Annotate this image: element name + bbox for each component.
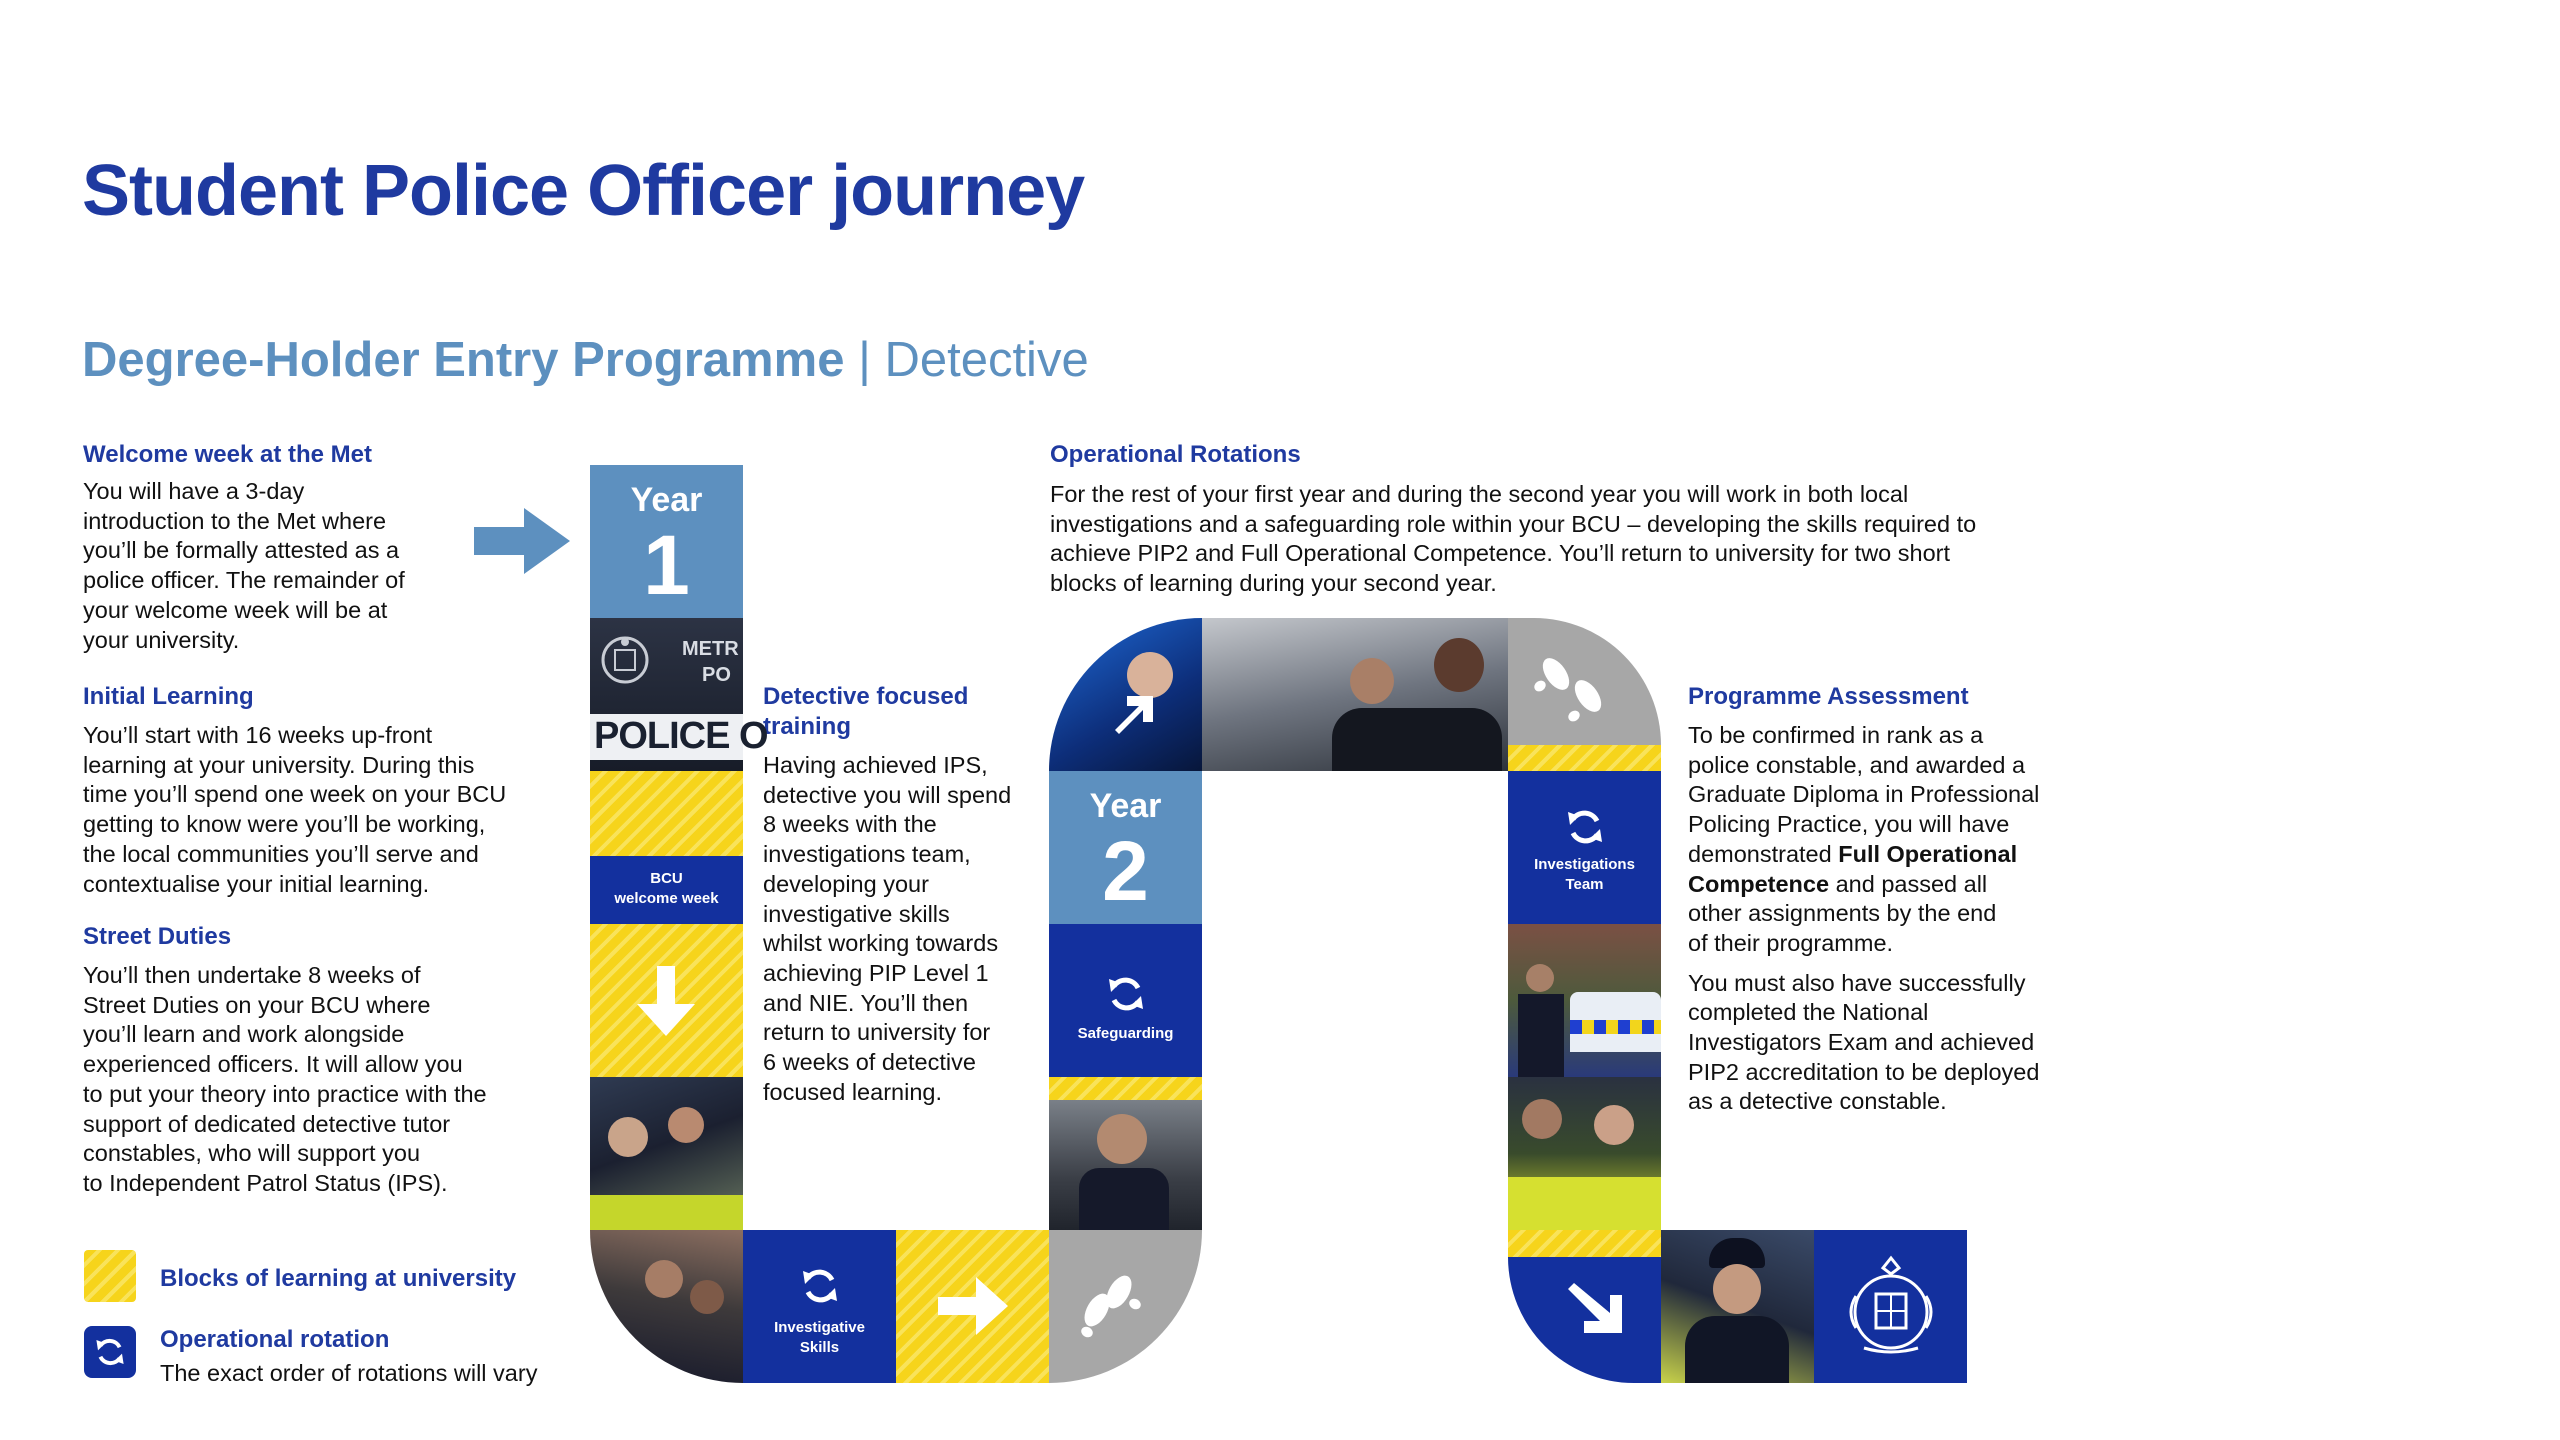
subtitle-main: Degree-Holder Entry Programme bbox=[82, 333, 845, 387]
legend-rotation-swatch bbox=[84, 1326, 136, 1378]
year-2-tile: Year 2 bbox=[1049, 771, 1202, 924]
final-step-tile bbox=[1508, 1257, 1661, 1383]
rotation-icon bbox=[94, 1336, 126, 1368]
investigative-skills-tile: Investigative Skills bbox=[743, 1230, 896, 1383]
legend-university-swatch bbox=[84, 1250, 136, 1302]
programme-assessment-section bbox=[1688, 682, 2128, 1117]
university-block bbox=[1508, 1230, 1661, 1257]
legend-rotation-label: Operational rotation bbox=[160, 1326, 390, 1353]
operational-rotations-text: For the rest of your first year and during the second year you will work in both local investigations and a safeguarding role within your BCU – developing the skills required to achieve PIP2 and Full Operational Competence. You’ll return to university for two short blocks of learning during your second year. bbox=[1050, 481, 1977, 597]
met-crest-tile bbox=[1814, 1230, 1967, 1383]
officers-in-car-photo bbox=[1202, 618, 1508, 771]
detective-training-section bbox=[763, 682, 1033, 1107]
university-block bbox=[896, 1230, 1049, 1383]
police-sign-photo: METR PO POLICE O bbox=[590, 618, 743, 771]
arrow-right-icon bbox=[938, 1277, 1008, 1335]
officers-street-photo bbox=[1508, 1077, 1661, 1230]
street-duties-heading: Street Duties bbox=[83, 923, 232, 950]
initial-learning-section bbox=[83, 682, 563, 899]
operational-rotations-section bbox=[1050, 440, 2150, 599]
subtitle-track: Detective bbox=[884, 333, 1089, 387]
arrow-up-right-icon bbox=[1115, 694, 1155, 734]
year-1-tile: Year 1 bbox=[590, 465, 743, 618]
page-title: Student Police Officer journey bbox=[82, 151, 1085, 231]
officer-driving-photo bbox=[1049, 1100, 1202, 1230]
street-duties-section bbox=[83, 922, 563, 1199]
footsteps-icon bbox=[1079, 1270, 1159, 1342]
university-block bbox=[1508, 745, 1661, 771]
entry-arrow-icon bbox=[474, 508, 570, 574]
subtitle-separator: | bbox=[858, 333, 871, 387]
university-block bbox=[590, 771, 743, 856]
detective-training-heading: Detective focused training bbox=[763, 683, 969, 740]
arrow-down-icon bbox=[637, 966, 695, 1036]
footsteps-tile bbox=[1508, 618, 1661, 745]
legend-rotation-note: The exact order of rotations will vary bbox=[160, 1360, 538, 1386]
initial-learning-text: You’ll start with 16 weeks up-front learning at your university. During this time you’ll spend one week on your BCU getting to know were you’ll be working, the local communities you’ll serve and contextualise your initial learning. bbox=[83, 722, 507, 897]
operational-rotations-heading: Operational Rotations bbox=[1050, 441, 1301, 468]
programme-assessment-text-2: You must also have successfully completed the National Investigators Exam and achieved PIP2 accreditation to be deployed as a detective constable. bbox=[1688, 969, 2040, 1115]
rotation-icon bbox=[1565, 807, 1605, 847]
rotation-icon bbox=[800, 1266, 840, 1306]
officers-radio-photo bbox=[590, 1230, 743, 1383]
police-car-photo bbox=[1508, 924, 1661, 1077]
university-block bbox=[590, 924, 743, 1077]
met-crest-icon bbox=[596, 632, 654, 688]
met-crest-icon bbox=[1844, 1256, 1938, 1356]
safeguarding-tile: Safeguarding bbox=[1049, 924, 1202, 1077]
page-subtitle bbox=[82, 332, 1089, 388]
university-block bbox=[1049, 1077, 1202, 1100]
footsteps-tile bbox=[1049, 1230, 1202, 1383]
arrow-down-right-icon bbox=[1568, 1283, 1628, 1343]
officer-radio-photo bbox=[1049, 618, 1202, 771]
investigations-team-tile: Investigations Team bbox=[1508, 771, 1661, 924]
legend-university-label: Blocks of learning at university bbox=[160, 1265, 517, 1292]
welcome-heading: Welcome week at the Met bbox=[83, 441, 372, 468]
programme-assessment-text: To be confirmed in rank as a police constable, and awarded a Graduate Diploma in Professional Policing Practice, you will have demonstrated Full Operational Competence and passed all other assignments by the end of their programme. bbox=[1688, 722, 2040, 956]
bcu-welcome-week-tile: BCU welcome week bbox=[590, 856, 743, 924]
welcome-section bbox=[83, 440, 483, 655]
programme-assessment-heading: Programme Assessment bbox=[1688, 683, 1969, 710]
street-duties-text: You’ll then undertake 8 weeks of Street Duties on your BCU where you’ll learn and work alongside experienced officers. It will allow you to put your theory into practice with the support of dedicated detective tutor constables, who will support you to Independent Patrol Status (IPS). bbox=[83, 962, 487, 1196]
detective-training-text: Having achieved IPS, detective you will spend 8 weeks with the investigations team, developing your investigative skills whilst working towards achieving PIP Level 1 and NIE. You’ll then return to university for 6 weeks of detective focused learning. bbox=[763, 752, 1012, 1105]
welcome-text: You will have a 3-day introduction to the Met where you’ll be formally attested as a police officer. The remainder of your welcome week will be at your university. bbox=[83, 478, 405, 653]
officers-group-photo bbox=[590, 1077, 743, 1230]
officer-portrait-photo bbox=[1661, 1230, 1814, 1383]
initial-learning-heading: Initial Learning bbox=[83, 683, 254, 710]
rotation-icon bbox=[1106, 974, 1146, 1014]
footsteps-icon bbox=[1534, 652, 1614, 724]
